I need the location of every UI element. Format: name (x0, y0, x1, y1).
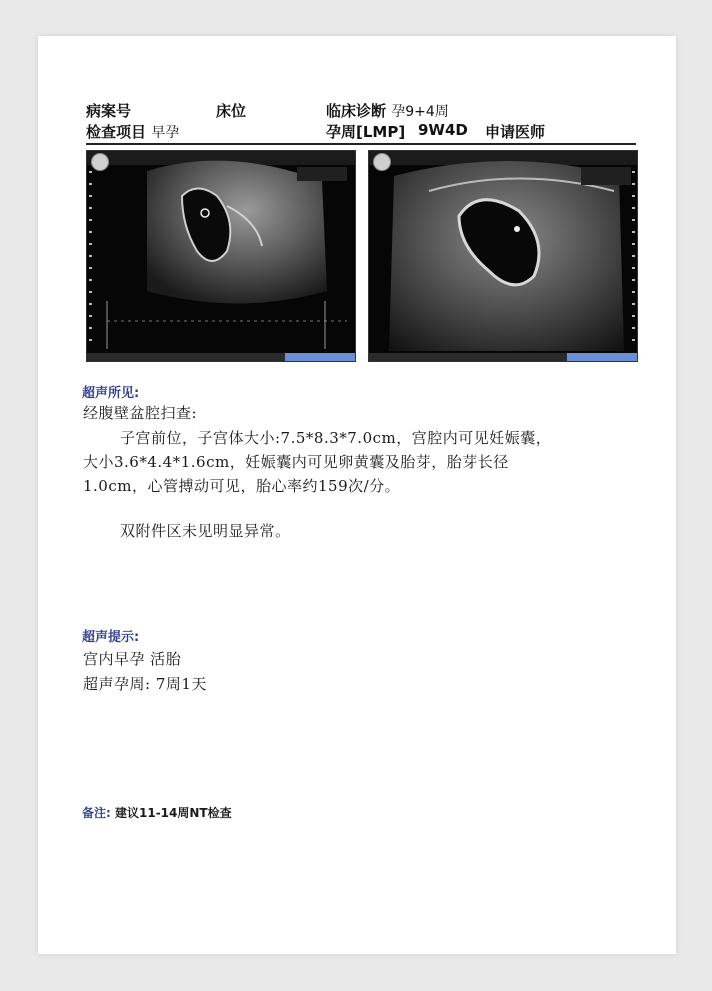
ultrasound-image-left (86, 150, 356, 362)
remark-label: 备注: (82, 806, 111, 820)
findings-line-3: 1.0cm，心管搏动可见，胎心率约159次/分。 (83, 477, 401, 495)
remark (82, 804, 232, 821)
bed-label: 床位 (216, 102, 247, 120)
scanner-bottom-bar (87, 353, 355, 361)
findings-line-1: 子宫前位，子宫体大小:7.5*8.3*7.0cm，宫腔内可见妊娠囊， (120, 429, 552, 447)
findings-adnexa: 双附件区未见明显异常。 (120, 522, 291, 540)
ultrasound-scan-left (87, 151, 355, 361)
exam-item-label: 检查项目 (86, 123, 147, 141)
ultrasound-image-right (368, 150, 638, 362)
case-number-label: 病案号 (86, 102, 132, 120)
scanner-bottom-bar (369, 353, 637, 361)
header-divider (86, 143, 636, 145)
depth-scale-left (89, 171, 92, 347)
gestational-age-label: 孕周[LMP] (326, 123, 406, 141)
remark-text: 建议11-14周NT检查 (115, 806, 232, 820)
impression-line-1: 宫内早孕 活胎 (83, 650, 182, 668)
findings-line-2: 大小3.6*4.4*1.6cm，妊娠囊内可见卵黄囊及胎芽，胎芽长径 (83, 453, 509, 471)
impression-line-2: 超声孕周: 7周1天 (83, 675, 207, 693)
findings-title: 超声所见: (82, 386, 140, 401)
exam-item (86, 121, 179, 142)
clinical-diagnosis-label: 临床诊断 (326, 102, 387, 120)
clinical-diagnosis-value: 孕9+4周 (391, 104, 449, 120)
findings-method: 经腹壁盆腔扫查: (83, 404, 198, 422)
clinical-diagnosis (326, 100, 449, 121)
gestational-age-value: 9W4D (418, 121, 468, 139)
depth-scale-right (632, 171, 635, 347)
report-sheet (38, 36, 676, 954)
impression-title: 超声提示: (82, 630, 140, 645)
exam-item-value: 早孕 (151, 125, 180, 141)
ultrasound-scan-right (369, 151, 637, 361)
requesting-physician-label: 申请医师 (485, 123, 546, 141)
